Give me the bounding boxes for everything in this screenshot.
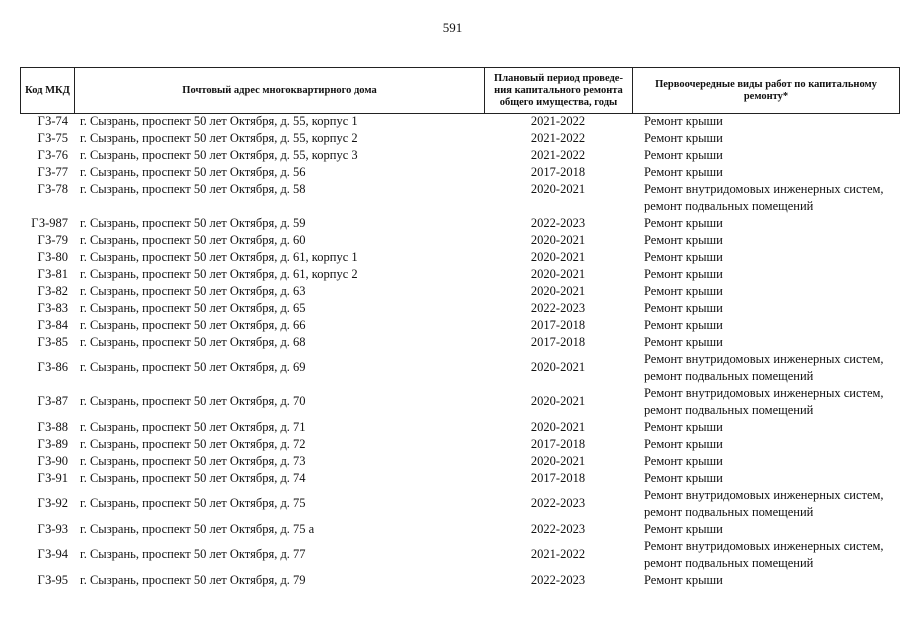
repair-works — [644, 385, 884, 419]
mkd-address: г. Сызрань, проспект 50 лет Октября, д. 59 — [80, 216, 306, 230]
table-row — [20, 164, 900, 181]
mkd-address: г. Сызрань, проспект 50 лет Октября, д. 74 — [80, 471, 306, 485]
mkd-address: г. Сызрань, проспект 50 лет Октября, д. 77 — [80, 547, 306, 561]
repair-period: 2020-2021 — [530, 454, 586, 468]
mkd-code: ГЗ-94 — [37, 547, 68, 561]
header-period-line: Плановый период проведе- — [494, 72, 623, 84]
repair-works — [644, 164, 723, 181]
table-row — [20, 453, 900, 470]
header-period — [484, 68, 632, 113]
mkd-code: ГЗ-92 — [37, 496, 68, 510]
mkd-code: ГЗ-74 — [37, 114, 68, 128]
mkd-address: г. Сызрань, проспект 50 лет Октября, д. 60 — [80, 233, 306, 247]
table-row — [20, 266, 900, 283]
mkd-code: ГЗ-93 — [37, 522, 68, 536]
repair-period: 2017-2018 — [530, 471, 586, 485]
repair-period: 2017-2018 — [530, 165, 586, 179]
repair-works-line: Ремонт внутридомовых инженерных систем, — [644, 488, 884, 502]
repair-works — [644, 215, 723, 232]
repair-works — [644, 521, 723, 538]
mkd-address: г. Сызрань, проспект 50 лет Октября, д. 61, корпус 2 — [80, 267, 358, 281]
repair-period: 2022-2023 — [530, 216, 586, 230]
repair-period: 2022-2023 — [530, 573, 586, 587]
mkd-address: г. Сызрань, проспект 50 лет Октября, д. 61, корпус 1 — [80, 250, 358, 264]
mkd-address: г. Сызрань, проспект 50 лет Октября, д. 55, корпус 1 — [80, 114, 358, 128]
repair-period: 2020-2021 — [530, 182, 586, 196]
repair-period: 2017-2018 — [530, 335, 586, 349]
repair-works-line: Ремонт крыши — [644, 267, 723, 281]
repair-period: 2021-2022 — [530, 114, 586, 128]
table-row — [20, 538, 900, 572]
table-row — [20, 487, 900, 521]
mkd-code: ГЗ-85 — [37, 335, 68, 349]
table-row — [20, 130, 900, 147]
mkd-code: ГЗ-80 — [37, 250, 68, 264]
mkd-address: г. Сызрань, проспект 50 лет Октября, д. 56 — [80, 165, 306, 179]
repair-works-line: Ремонт крыши — [644, 335, 723, 349]
mkd-code: ГЗ-78 — [37, 182, 68, 196]
repair-works — [644, 351, 884, 385]
page-number: 591 — [442, 20, 463, 35]
header-works-line: ремонту* — [743, 90, 789, 102]
mkd-code: ГЗ-84 — [37, 318, 68, 332]
repair-works-line: ремонт подвальных помещений — [644, 369, 814, 383]
header-address — [74, 68, 484, 113]
repair-works-line: ремонт подвальных помещений — [644, 505, 814, 519]
mkd-code: ГЗ-987 — [31, 216, 68, 230]
repair-works — [644, 266, 723, 283]
repair-period: 2021-2022 — [530, 131, 586, 145]
mkd-code: ГЗ-82 — [37, 284, 68, 298]
table-row — [20, 181, 900, 215]
repair-works-line: Ремонт крыши — [644, 318, 723, 332]
repair-works — [644, 487, 884, 521]
repair-period: 2020-2021 — [530, 394, 586, 408]
header-code — [20, 68, 74, 113]
mkd-code: ГЗ-83 — [37, 301, 68, 315]
table-row — [20, 232, 900, 249]
table-row — [20, 572, 900, 589]
repair-period: 2022-2023 — [530, 522, 586, 536]
repair-period: 2020-2021 — [530, 250, 586, 264]
mkd-address: г. Сызрань, проспект 50 лет Октября, д. 63 — [80, 284, 306, 298]
table-row — [20, 215, 900, 232]
table-row — [20, 283, 900, 300]
repair-works — [644, 249, 723, 266]
mkd-code: ГЗ-90 — [37, 454, 68, 468]
repair-works-line: Ремонт крыши — [644, 454, 723, 468]
repair-works — [644, 113, 723, 130]
header-code-label: Код МКД — [25, 84, 70, 96]
mkd-code: ГЗ-95 — [37, 573, 68, 587]
table-header — [20, 67, 900, 114]
repair-works-line: ремонт подвальных помещений — [644, 199, 814, 213]
repair-works — [644, 538, 884, 572]
mkd-code: ГЗ-81 — [37, 267, 68, 281]
repair-works — [644, 419, 723, 436]
repair-period: 2021-2022 — [530, 148, 586, 162]
table-body — [20, 113, 900, 589]
mkd-address: г. Сызрань, проспект 50 лет Октября, д. 55, корпус 2 — [80, 131, 358, 145]
repair-works — [644, 232, 723, 249]
mkd-address: г. Сызрань, проспект 50 лет Октября, д. 72 — [80, 437, 306, 451]
repair-works — [644, 436, 723, 453]
repair-works-line: Ремонт крыши — [644, 437, 723, 451]
repair-works-line: Ремонт крыши — [644, 131, 723, 145]
table-row — [20, 317, 900, 334]
mkd-address: г. Сызрань, проспект 50 лет Октября, д. 75 а — [80, 522, 315, 536]
repair-works — [644, 317, 723, 334]
repair-works-line: ремонт подвальных помещений — [644, 556, 814, 570]
mkd-code: ГЗ-77 — [37, 165, 68, 179]
repair-works — [644, 572, 723, 589]
table-row — [20, 249, 900, 266]
repair-works — [644, 181, 884, 215]
mkd-address: г. Сызрань, проспект 50 лет Октября, д. 55, корпус 3 — [80, 148, 358, 162]
mkd-code: ГЗ-76 — [37, 148, 68, 162]
repair-works-line: Ремонт крыши — [644, 216, 723, 230]
repair-works-line: Ремонт крыши — [644, 250, 723, 264]
table-row — [20, 300, 900, 317]
repair-period: 2017-2018 — [530, 318, 586, 332]
repair-works — [644, 453, 723, 470]
mkd-address: г. Сызрань, проспект 50 лет Октября, д. 73 — [80, 454, 306, 468]
repair-period: 2017-2018 — [530, 437, 586, 451]
repair-works-line: Ремонт внутридомовых инженерных систем, — [644, 539, 884, 553]
table-row — [20, 334, 900, 351]
repair-works — [644, 283, 723, 300]
repair-works-line: Ремонт крыши — [644, 284, 723, 298]
table-row — [20, 470, 900, 487]
repair-works — [644, 130, 723, 147]
header-address-label: Почтовый адрес многоквартирного дома — [182, 84, 377, 96]
mkd-code: ГЗ-89 — [37, 437, 68, 451]
repair-works — [644, 334, 723, 351]
mkd-code: ГЗ-86 — [37, 360, 68, 374]
header-works-line: Первоочередные виды работ по капитальному — [655, 78, 877, 90]
mkd-address: г. Сызрань, проспект 50 лет Октября, д. 79 — [80, 573, 306, 587]
table-row — [20, 113, 900, 130]
repair-period: 2020-2021 — [530, 420, 586, 434]
repair-period: 2020-2021 — [530, 284, 586, 298]
mkd-code: ГЗ-87 — [37, 394, 68, 408]
repair-works-line: Ремонт крыши — [644, 114, 723, 128]
repair-works-line: Ремонт крыши — [644, 301, 723, 315]
mkd-address: г. Сызрань, проспект 50 лет Октября, д. 68 — [80, 335, 306, 349]
table-row — [20, 351, 900, 385]
table-row — [20, 436, 900, 453]
repair-works-line: Ремонт крыши — [644, 165, 723, 179]
mkd-address: г. Сызрань, проспект 50 лет Октября, д. 66 — [80, 318, 306, 332]
repair-period: 2020-2021 — [530, 233, 586, 247]
mkd-code: ГЗ-79 — [37, 233, 68, 247]
mkd-code: ГЗ-75 — [37, 131, 68, 145]
header-period-line: общего имущества, годы — [499, 96, 618, 108]
table-row — [20, 521, 900, 538]
repair-works-line: Ремонт крыши — [644, 522, 723, 536]
table-row — [20, 147, 900, 164]
repair-period: 2022-2023 — [530, 301, 586, 315]
table-row — [20, 385, 900, 419]
table-row — [20, 419, 900, 436]
repair-works-line: Ремонт внутридомовых инженерных систем, — [644, 386, 884, 400]
repair-period: 2020-2021 — [530, 360, 586, 374]
repair-works-line: Ремонт крыши — [644, 573, 723, 587]
repair-works-line: ремонт подвальных помещений — [644, 403, 814, 417]
repair-works-line: Ремонт крыши — [644, 420, 723, 434]
mkd-address: г. Сызрань, проспект 50 лет Октября, д. 70 — [80, 394, 306, 408]
repair-works — [644, 300, 723, 317]
mkd-address: г. Сызрань, проспект 50 лет Октября, д. 58 — [80, 182, 306, 196]
repair-works-line: Ремонт крыши — [644, 233, 723, 247]
repair-works-line: Ремонт внутридомовых инженерных систем, — [644, 182, 884, 196]
repair-works-line: Ремонт крыши — [644, 471, 723, 485]
mkd-address: г. Сызрань, проспект 50 лет Октября, д. 71 — [80, 420, 306, 434]
repair-works-line: Ремонт внутридомовых инженерных систем, — [644, 352, 884, 366]
repair-period: 2020-2021 — [530, 267, 586, 281]
header-works — [632, 68, 900, 113]
repair-works — [644, 147, 723, 164]
mkd-address: г. Сызрань, проспект 50 лет Октября, д. 65 — [80, 301, 306, 315]
repair-period: 2022-2023 — [530, 496, 586, 510]
mkd-code: ГЗ-91 — [37, 471, 68, 485]
mkd-address: г. Сызрань, проспект 50 лет Октября, д. 69 — [80, 360, 306, 374]
header-period-line: ния капитального ремонта — [494, 84, 623, 96]
mkd-code: ГЗ-88 — [37, 420, 68, 434]
repair-works — [644, 470, 723, 487]
repair-period: 2021-2022 — [530, 547, 586, 561]
mkd-address: г. Сызрань, проспект 50 лет Октября, д. 75 — [80, 496, 306, 510]
repair-works-line: Ремонт крыши — [644, 148, 723, 162]
